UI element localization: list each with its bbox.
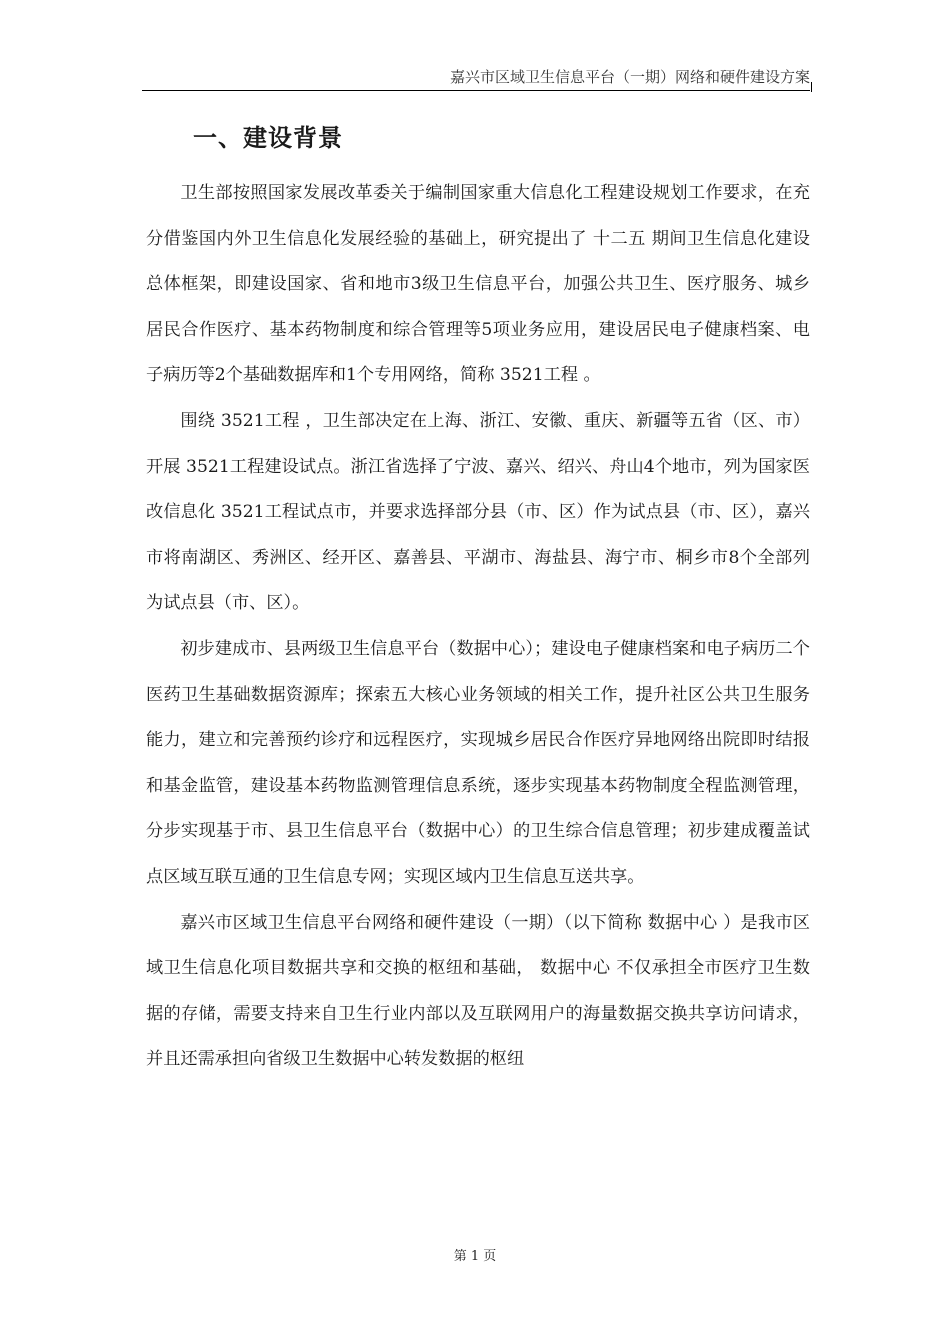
page-number: 第 1 页 <box>453 1249 497 1264</box>
header-rule-tick <box>811 82 812 92</box>
header-title: 嘉兴市区域卫生信息平台（一期）网络和硬件建设方案 <box>449 68 810 86</box>
page-header <box>142 66 810 91</box>
paragraph-pilot-regions: 围绕 3521工程 ，卫生部决定在上海、浙江、安徽、重庆、新疆等五省（区、市）开展 3521工程建设试点。浙江省选择了宁波、嘉兴、绍兴、舟山4个地市，列为国家医改信息化 3521工程试点市，并要求选择部分县（市、区）作为试点县（市、区），嘉兴市将南湖区、秀洲区、经开区、嘉善县、平湖市、海盐县、海宁市、桐乡市8个全部列为试点县（市、区）。 <box>146 410 810 614</box>
paragraph-data-center: 嘉兴市区域卫生信息平台网络和硬件建设（一期）（以下简称 数据中心 ）是我市区域卫生信息化项目数据共享和交换的枢纽和基础， 数据中心 不仅承担全市医疗卫生数据的存储，需要支持来自卫生行业内部以及互联网用户的海量数据交换共享访问请求，并且还需承担向省级卫生数据中心转发数据的枢纽 <box>146 912 810 1070</box>
paragraph-goals: 初步建成市、县两级卫生信息平台（数据中心）；建设电子健康档案和电子病历二个医药卫生基础数据资源库；探索五大核心业务领域的相关工作，提升社区公共卫生服务能力，建立和完善预约诊疗和远程医疗，实现城乡居民合作医疗异地网络出院即时结报和基金监管，建设基本药物监测管理信息系统，逐步实现基本药物制度全程监测管理，分步实现基于市、县卫生信息平台（数据中心）的卫生综合信息管理；初步建成覆盖试点区域互联互通的卫生信息专网；实现区域内卫生信息互送共享。 <box>146 638 810 887</box>
section-title: 一、建设背景 <box>193 124 343 152</box>
body-text <box>146 171 810 1083</box>
paragraph-background-3521: 卫生部按照国家发展改革委关于编制国家重大信息化工程建设规划工作要求，在充分借鉴国内外卫生信息化发展经验的基础上，研究提出了 十二五 期间卫生信息化建设总体框架，即建设国家、省和地市3级卫生信息平台，加强公共卫生、医疗服务、城乡居民合作医疗、基本药物制度和综合管理等5项业务应用，建设居民电子健康档案、电子病历等2个基础数据库和1个专用网络，简称 3521工程 。 <box>146 183 810 386</box>
